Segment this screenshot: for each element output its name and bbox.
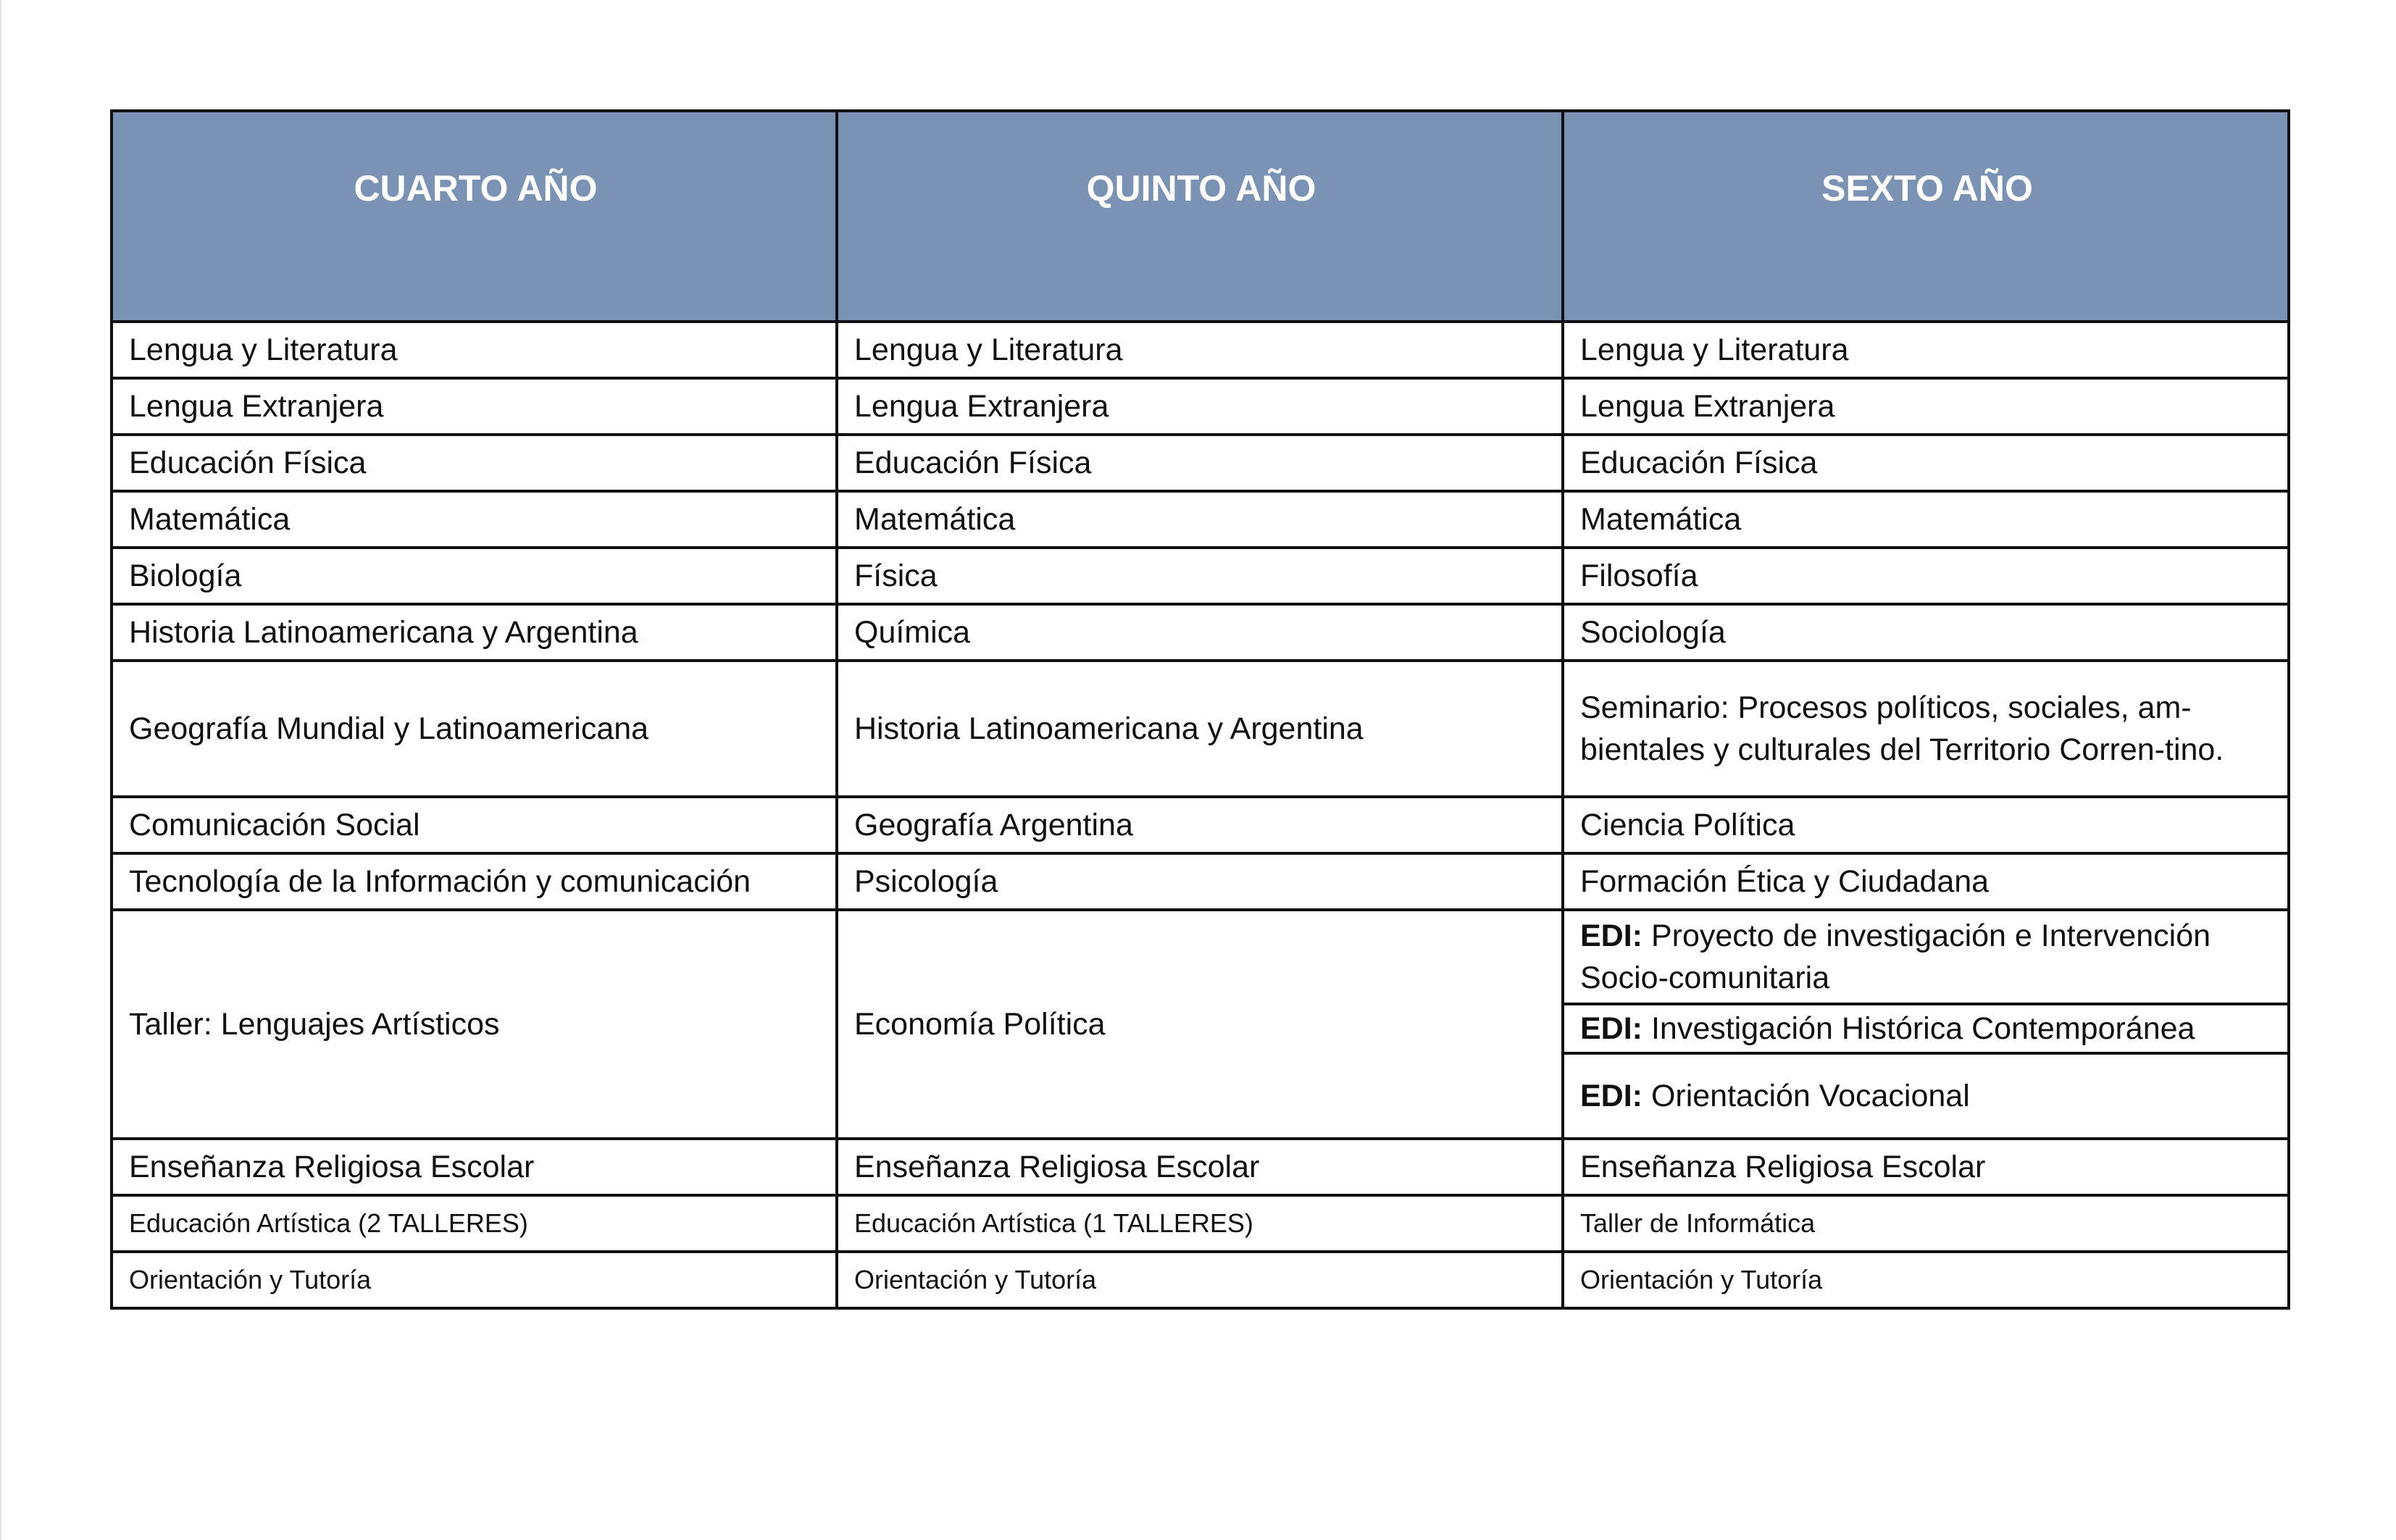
cell-quinto: Historia Latinoamericana y Argentina bbox=[837, 661, 1563, 797]
cell-sexto: Orientación y Tutoría bbox=[1563, 1252, 2289, 1308]
cell-cuarto: Biología bbox=[112, 548, 837, 604]
edi-label: EDI: bbox=[1580, 1079, 1642, 1113]
cell-sexto: Ciencia Política bbox=[1563, 797, 2289, 853]
table-row bbox=[112, 491, 2289, 548]
cell-quinto-economia: Economía Política bbox=[837, 910, 1563, 1139]
cell-cuarto: Orientación y Tutoría bbox=[112, 1252, 837, 1308]
table-row-taller bbox=[112, 910, 2289, 1004]
cell-quinto: Lengua Extranjera bbox=[837, 378, 1563, 435]
cell-quinto: Lengua y Literatura bbox=[837, 322, 1563, 378]
cell-sexto: Enseñanza Religiosa Escolar bbox=[1563, 1139, 2289, 1195]
table-row bbox=[112, 378, 2289, 435]
curriculum-table bbox=[110, 109, 2290, 1310]
cell-quinto: Matemática bbox=[837, 491, 1563, 548]
cell-quinto: Enseñanza Religiosa Escolar bbox=[837, 1139, 1563, 1195]
cell-sexto: Sociología bbox=[1563, 604, 2289, 661]
cell-sexto: Filosofía bbox=[1563, 548, 2289, 604]
edi-item: Orientación Vocacional bbox=[1650, 1079, 1970, 1113]
cell-sexto-edi bbox=[1563, 1053, 2289, 1139]
table-row bbox=[112, 1252, 2289, 1308]
edi-item: Proyecto de investigación e Intervención Socio-comunitaria bbox=[1580, 918, 2211, 995]
cell-quinto: Geografía Argentina bbox=[837, 797, 1563, 853]
table-row bbox=[112, 435, 2289, 491]
cell-sexto: Lengua Extranjera bbox=[1563, 378, 2289, 435]
cell-sexto: Taller de Informática bbox=[1563, 1195, 2289, 1252]
cell-quinto: Orientación y Tutoría bbox=[837, 1252, 1563, 1308]
cell-cuarto: Geografía Mundial y Latinoamericana bbox=[112, 661, 837, 797]
cell-sexto: Formación Ética y Ciudadana bbox=[1563, 853, 2289, 910]
table-row bbox=[112, 1139, 2289, 1195]
table-row bbox=[112, 548, 2289, 604]
cell-cuarto: Lengua Extranjera bbox=[112, 378, 837, 435]
table-row bbox=[112, 604, 2289, 661]
cell-cuarto: Historia Latinoamericana y Argentina bbox=[112, 604, 837, 661]
cell-cuarto: Enseñanza Religiosa Escolar bbox=[112, 1139, 837, 1195]
edi-label: EDI: bbox=[1580, 1011, 1642, 1046]
cell-cuarto: Lengua y Literatura bbox=[112, 322, 837, 378]
header-sexto: SEXTO AÑO bbox=[1563, 111, 2289, 322]
cell-sexto-edi bbox=[1563, 910, 2289, 1004]
table-row bbox=[112, 853, 2289, 910]
cell-cuarto: Educación Artística (2 TALLERES) bbox=[112, 1195, 837, 1252]
cell-quinto: Química bbox=[837, 604, 1563, 661]
table-row bbox=[112, 1195, 2289, 1252]
table-row bbox=[112, 322, 2289, 378]
cell-cuarto-taller: Taller: Lenguajes Artísticos bbox=[112, 910, 837, 1139]
cell-cuarto: Matemática bbox=[112, 491, 837, 548]
cell-cuarto: Comunicación Social bbox=[112, 797, 837, 853]
cell-sexto-edi bbox=[1563, 1004, 2289, 1053]
page-edge bbox=[0, 0, 1, 1540]
edi-label: EDI: bbox=[1580, 918, 1642, 953]
table-row bbox=[112, 661, 2289, 797]
cell-quinto: Psicología bbox=[837, 853, 1563, 910]
header-cuarto: CUARTO AÑO bbox=[112, 111, 837, 322]
cell-cuarto: Educación Física bbox=[112, 435, 837, 491]
cell-quinto: Educación Artística (1 TALLERES) bbox=[837, 1195, 1563, 1252]
header-quinto: QUINTO AÑO bbox=[837, 111, 1563, 322]
cell-sexto-seminario: Seminario: Procesos políticos, sociales, am-bientales y culturales del Territorio Corren-tino. bbox=[1563, 661, 2289, 797]
table-row bbox=[112, 797, 2289, 853]
cell-sexto: Matemática bbox=[1563, 491, 2289, 548]
cell-cuarto: Tecnología de la Información y comunicación bbox=[112, 853, 837, 910]
cell-quinto: Educación Física bbox=[837, 435, 1563, 491]
edi-item: Investigación Histórica Contemporánea bbox=[1650, 1011, 2195, 1046]
cell-quinto: Física bbox=[837, 548, 1563, 604]
cell-sexto: Lengua y Literatura bbox=[1563, 322, 2289, 378]
cell-sexto: Educación Física bbox=[1563, 435, 2289, 491]
header-row bbox=[112, 111, 2289, 322]
